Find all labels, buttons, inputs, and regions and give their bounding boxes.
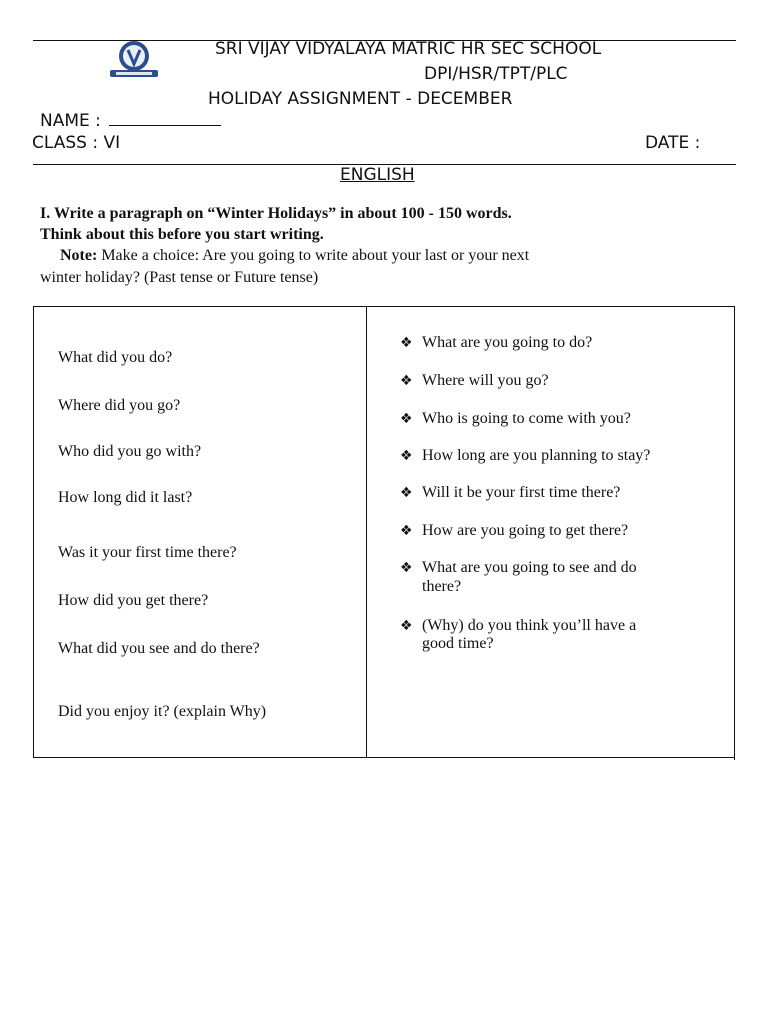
note-text: Make a choice: Are you going to write about your last or your next <box>97 247 530 264</box>
questions-table <box>33 306 735 758</box>
assignment-title: HOLIDAY ASSIGNMENT - DECEMBER <box>208 89 513 109</box>
date-label: DATE : <box>645 133 701 153</box>
subject-heading: ENGLISH <box>340 165 415 185</box>
diamond-bullet-icon: ❖ <box>400 335 413 351</box>
note-line-2: winter holiday? (Past tense or Future tense) <box>40 269 319 286</box>
class-label: CLASS : VI <box>32 133 121 153</box>
name-label: NAME : <box>40 111 101 131</box>
diamond-bullet-icon: ❖ <box>400 618 413 634</box>
past-question: Where did you go? <box>58 397 181 414</box>
diamond-bullet-icon: ❖ <box>400 523 413 539</box>
past-question: What did you do? <box>58 349 173 366</box>
name-blank-line <box>109 111 221 126</box>
future-question: ❖ (Why) do you think you’ll have a <box>400 617 637 634</box>
diamond-bullet-icon: ❖ <box>400 373 413 389</box>
diamond-bullet-icon: ❖ <box>400 560 413 576</box>
future-question-continuation: good time? <box>422 635 494 652</box>
name-field <box>40 111 221 131</box>
school-name: SRI VIJAY VIDYALAYA MATRIC HR SEC SCHOOL <box>215 39 602 59</box>
school-crest-icon <box>106 38 162 82</box>
future-question: ❖ Where will you go? <box>400 372 549 389</box>
future-question: ❖ What are you going to do? <box>400 334 593 351</box>
diamond-bullet-icon: ❖ <box>400 411 413 427</box>
diamond-bullet-icon: ❖ <box>400 448 413 464</box>
future-question: ❖ Will it be your first time there? <box>400 484 621 501</box>
past-question: Who did you go with? <box>58 443 202 460</box>
note-line-1 <box>60 247 529 265</box>
future-question-continuation: there? <box>422 578 462 595</box>
future-question: ❖ How are you going to get there? <box>400 522 629 539</box>
table-column-divider <box>366 306 367 758</box>
past-question: How long did it last? <box>58 489 193 506</box>
diamond-bullet-icon: ❖ <box>400 485 413 501</box>
past-question: How did you get there? <box>58 592 209 609</box>
note-label: Note: <box>60 247 98 264</box>
future-question: ❖ What are you going to see and do <box>400 559 637 576</box>
future-question: ❖ How long are you planning to stay? <box>400 447 651 464</box>
past-question: Did you enjoy it? (explain Why) <box>58 703 267 720</box>
past-question: What did you see and do there? <box>58 640 260 657</box>
past-question: Was it your first time there? <box>58 544 237 561</box>
table-double-edge <box>734 306 735 760</box>
instruction-line-1: I. Write a paragraph on “Winter Holidays” in about 100 - 150 words. <box>40 205 512 222</box>
instruction-line-2: Think about this before you start writing. <box>40 226 324 243</box>
school-code: DPI/HSR/TPT/PLC <box>424 64 568 84</box>
future-question: ❖ Who is going to come with you? <box>400 410 631 427</box>
